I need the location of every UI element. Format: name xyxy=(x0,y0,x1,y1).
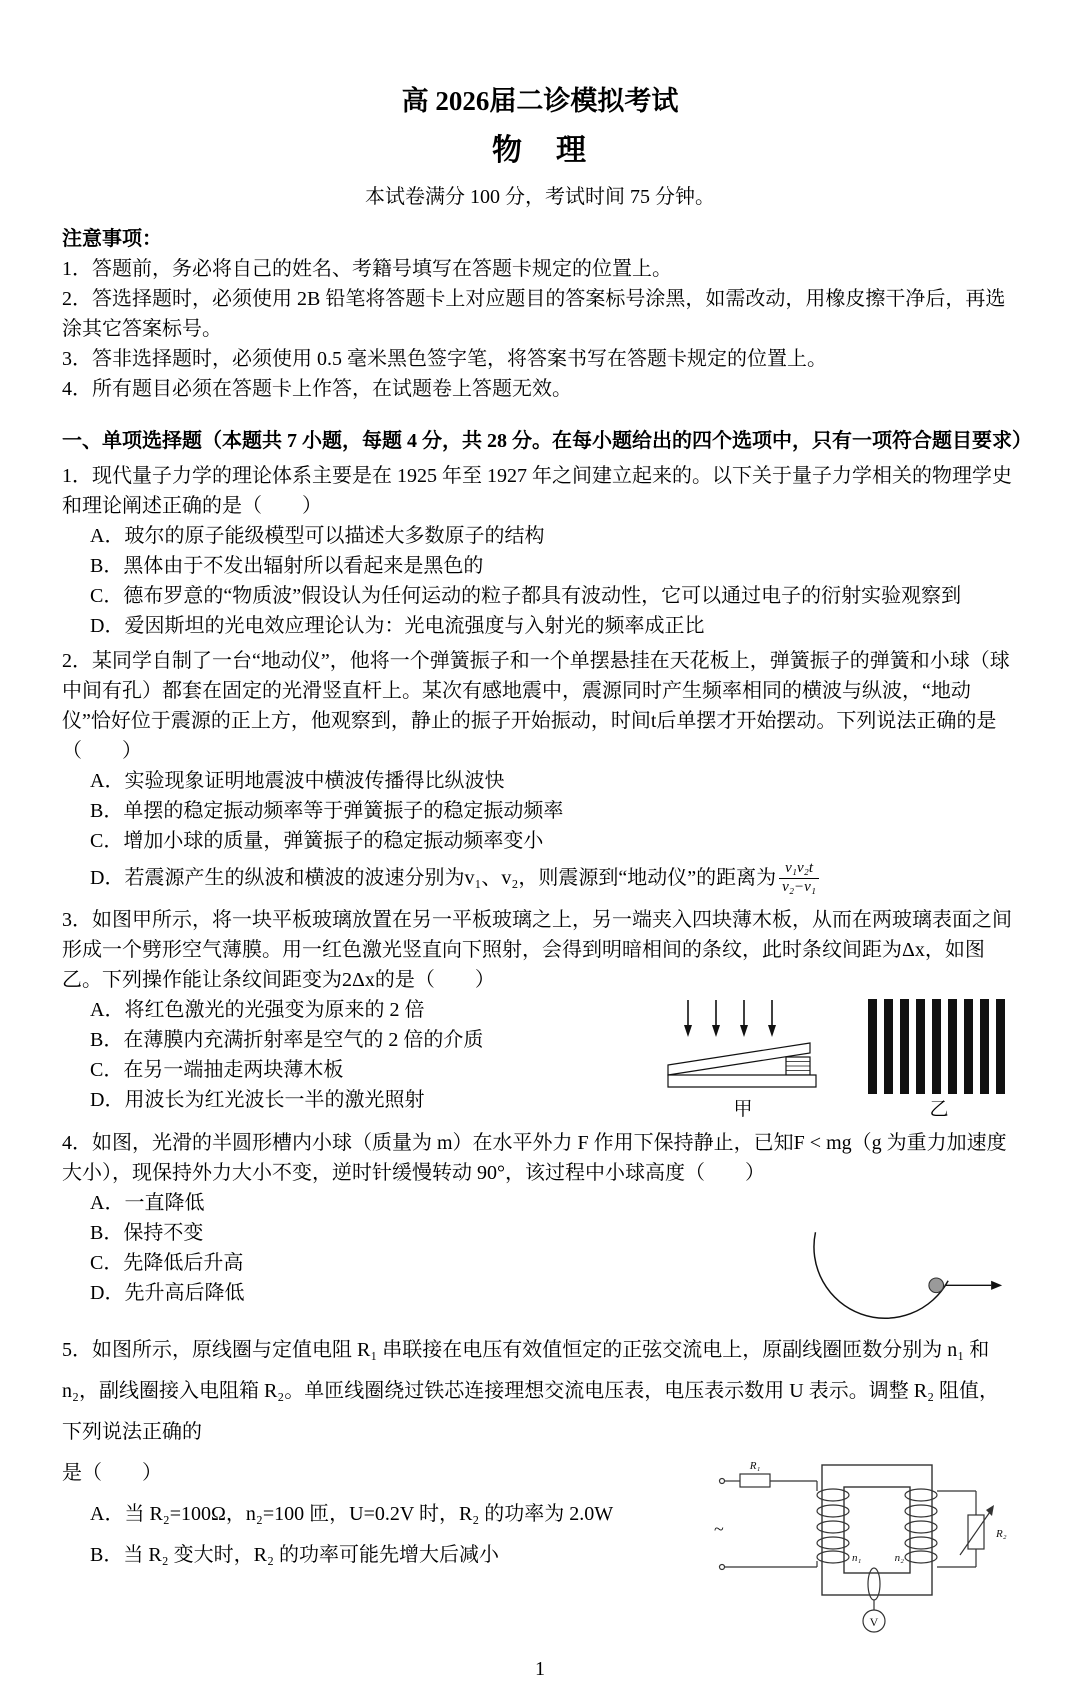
notice-item-3: 3．答非选择题时，必须使用 0.5 毫米黑色签字笔，将答案书写在答题卡规定的位置上。 xyxy=(62,348,827,370)
notices-block xyxy=(62,224,1018,404)
notice-item-4: 4．所有题目必须在答题卡上作答，在试题卷上答题无效。 xyxy=(62,378,572,400)
ball-icon xyxy=(929,1278,944,1293)
figure-label-yi: 乙 xyxy=(929,1099,949,1120)
exam-info: 本试卷满分 100 分，考试时间 75 分钟。 xyxy=(365,186,715,208)
question-2-stem: 2．某同学自制了一台“地动仪”，他将一个弹簧振子和一个单摆悬挂在天花板上，弹簧振子的弹簧和小球（球中间有孔）都套在固定的光滑竖直杆上。某次有感地震中，震源同时产生频率相同的横波与纵波，“地动仪”恰好位于震源的正上方，他观察到，静止的振子开始振动，时间t后单摆才开始摆动。下列说法正确的是（ ） xyxy=(62,650,1010,762)
r1-label: R₁ xyxy=(749,1460,761,1472)
question-3 xyxy=(62,905,1018,1123)
question-3-stem: 3．如图甲所示，将一块平板玻璃放置在另一平板玻璃之上，另一端夹入四块薄木板，从而在两玻璃表面之间形成一个劈形空气薄膜。用一红色激光竖直向下照射，会得到明暗相间的条纹，此时条纹间距为Δx，如图乙。下列操作能让条纹间距变为2Δx的是（ ） xyxy=(62,909,1012,991)
question-1-option-a: A．玻尔的原子能级模型可以描述大多数原子的结构 xyxy=(90,525,545,547)
question-1 xyxy=(62,461,1018,641)
question-3-option-c: C．在另一端抽走两块薄木板 xyxy=(90,1059,344,1081)
question-4-option-d: D．先升高后降低 xyxy=(90,1282,245,1304)
n1-label: n₁ xyxy=(852,1552,862,1564)
question-5-stem: 5．如图所示，原线圈与定值电阻 R₁ 串联接在电压有效值恒定的正弦交流电上，原副线圈匝数分别为 n₁ 和 n₂，副线圈接入电阻箱 R₂。单匝线圈绕过铁芯连接理想交流电压表，电压表示数用 U 表示。调整 R₂ 阻值，下列说法正确的 xyxy=(62,1339,1000,1443)
question-4-option-b: B．保持不变 xyxy=(90,1222,204,1244)
question-1-stem: 1．现代量子力学的理论体系主要是在 1925 年至 1927 年之间建立起来的。以下关于量子力学相关的物理学史和理论阐述正确的是（ ） xyxy=(62,465,1012,517)
question-5-option-a: A．当 R₂=100Ω，n₂=100 匝，U=0.2V 时，R₂ 的功率为 2.0W xyxy=(90,1503,614,1525)
air-wedge-figure xyxy=(658,997,828,1097)
ac-source-symbol: ~ xyxy=(714,1519,724,1539)
question-1-option-c: C．德布罗意的“物质波”假设认为任何运动的粒子都具有波动性，它可以通过电子的衍射实验观察到 xyxy=(90,585,962,607)
question-1-option-d: D．爱因斯坦的光电效应理论认为：光电流强度与入射光的频率成正比 xyxy=(90,615,705,637)
fringe-pattern-subfigure xyxy=(864,997,1014,1121)
question-3-option-b: B．在薄膜内充满折射率是空气的 2 倍的介质 xyxy=(90,1029,484,1051)
question-5-figure xyxy=(714,1455,1014,1640)
figure-label-jia: 甲 xyxy=(733,1099,753,1120)
question-3-figures xyxy=(658,997,1014,1121)
question-2-option-d xyxy=(62,856,1018,900)
air-wedge-subfigure xyxy=(658,997,828,1121)
question-4-option-c: C．先降低后升高 xyxy=(90,1252,244,1274)
question-4-figure xyxy=(799,1190,1014,1323)
fraction xyxy=(779,860,819,896)
semicircular-groove-figure xyxy=(799,1190,1014,1323)
question-5 xyxy=(62,1330,1018,1642)
question-1-option-b: B．黑体由于不发出辐射所以看起来是黑色的 xyxy=(90,555,484,577)
page-number-row xyxy=(62,1654,1018,1684)
question-4-stem: 4．如图，光滑的半圆形槽内小球（质量为 m）在水平外力 F 作用下保持静止，已知F < mg（g 为重力加速度大小），现保持外力大小不变，逆时针缓慢转动 90°，该过程中小球高度（ ） xyxy=(62,1132,1007,1184)
interference-fringes-figure xyxy=(864,997,1014,1097)
page-number: 1 xyxy=(535,1658,545,1680)
subject-title: 物 理 xyxy=(492,134,588,167)
question-5-stem-tail: 是（ ） xyxy=(62,1462,162,1484)
notice-item-2: 2．答选择题时，必须使用 2B 铅笔将答题卡上对应题目的答案标号涂黑，如需改动，用橡皮擦干净后，再选涂其它答案标号。 xyxy=(62,288,1006,340)
question-2-option-b: B．单摆的稳定振动频率等于弹簧振子的稳定振动频率 xyxy=(90,800,564,822)
fraction-numerator: v₁v₂t xyxy=(779,860,819,878)
notices-heading: 注意事项： xyxy=(62,228,162,250)
question-3-option-a: A．将红色激光的光强变为原来的 2 倍 xyxy=(90,999,425,1021)
fraction-denominator: v₂−v₁ xyxy=(782,878,817,895)
question-1-options xyxy=(62,521,1018,641)
question-4 xyxy=(62,1128,1018,1325)
n2-label: n₂ xyxy=(894,1552,904,1564)
voltmeter-label: V xyxy=(869,1615,879,1629)
transformer-circuit-figure xyxy=(714,1455,1014,1640)
r2-label: R₂ xyxy=(996,1528,1007,1540)
question-2-option-c: C．增加小球的质量，弹簧振子的稳定振动频率变小 xyxy=(90,830,544,852)
question-2-options xyxy=(62,766,1018,900)
section-1-heading: 一、单项选择题（本题共 7 小题，每题 4 分，共 28 分。在每小题给出的四个选项中，只有一项符合题目要求） xyxy=(62,430,1032,452)
question-4-option-a: A．一直降低 xyxy=(90,1192,205,1214)
question-2-option-d-text: D．若震源产生的纵波和横波的波速分别为v₁、v₂，则震源到“地动仪”的距离为 xyxy=(90,867,777,889)
question-2 xyxy=(62,646,1018,900)
question-5-option-b: B．当 R₂ 变大时，R₂ 的功率可能先增大后减小 xyxy=(90,1544,499,1566)
page-title: 高 2026届二诊模拟考试 xyxy=(401,86,679,116)
notice-item-1: 1．答题前，务必将自己的姓名、考籍号填写在答题卡规定的位置上。 xyxy=(62,258,672,280)
question-2-option-a: A．实验现象证明地震波中横波传播得比纵波快 xyxy=(90,770,505,792)
question-3-option-d: D．用波长为红光波长一半的激光照射 xyxy=(90,1089,425,1111)
